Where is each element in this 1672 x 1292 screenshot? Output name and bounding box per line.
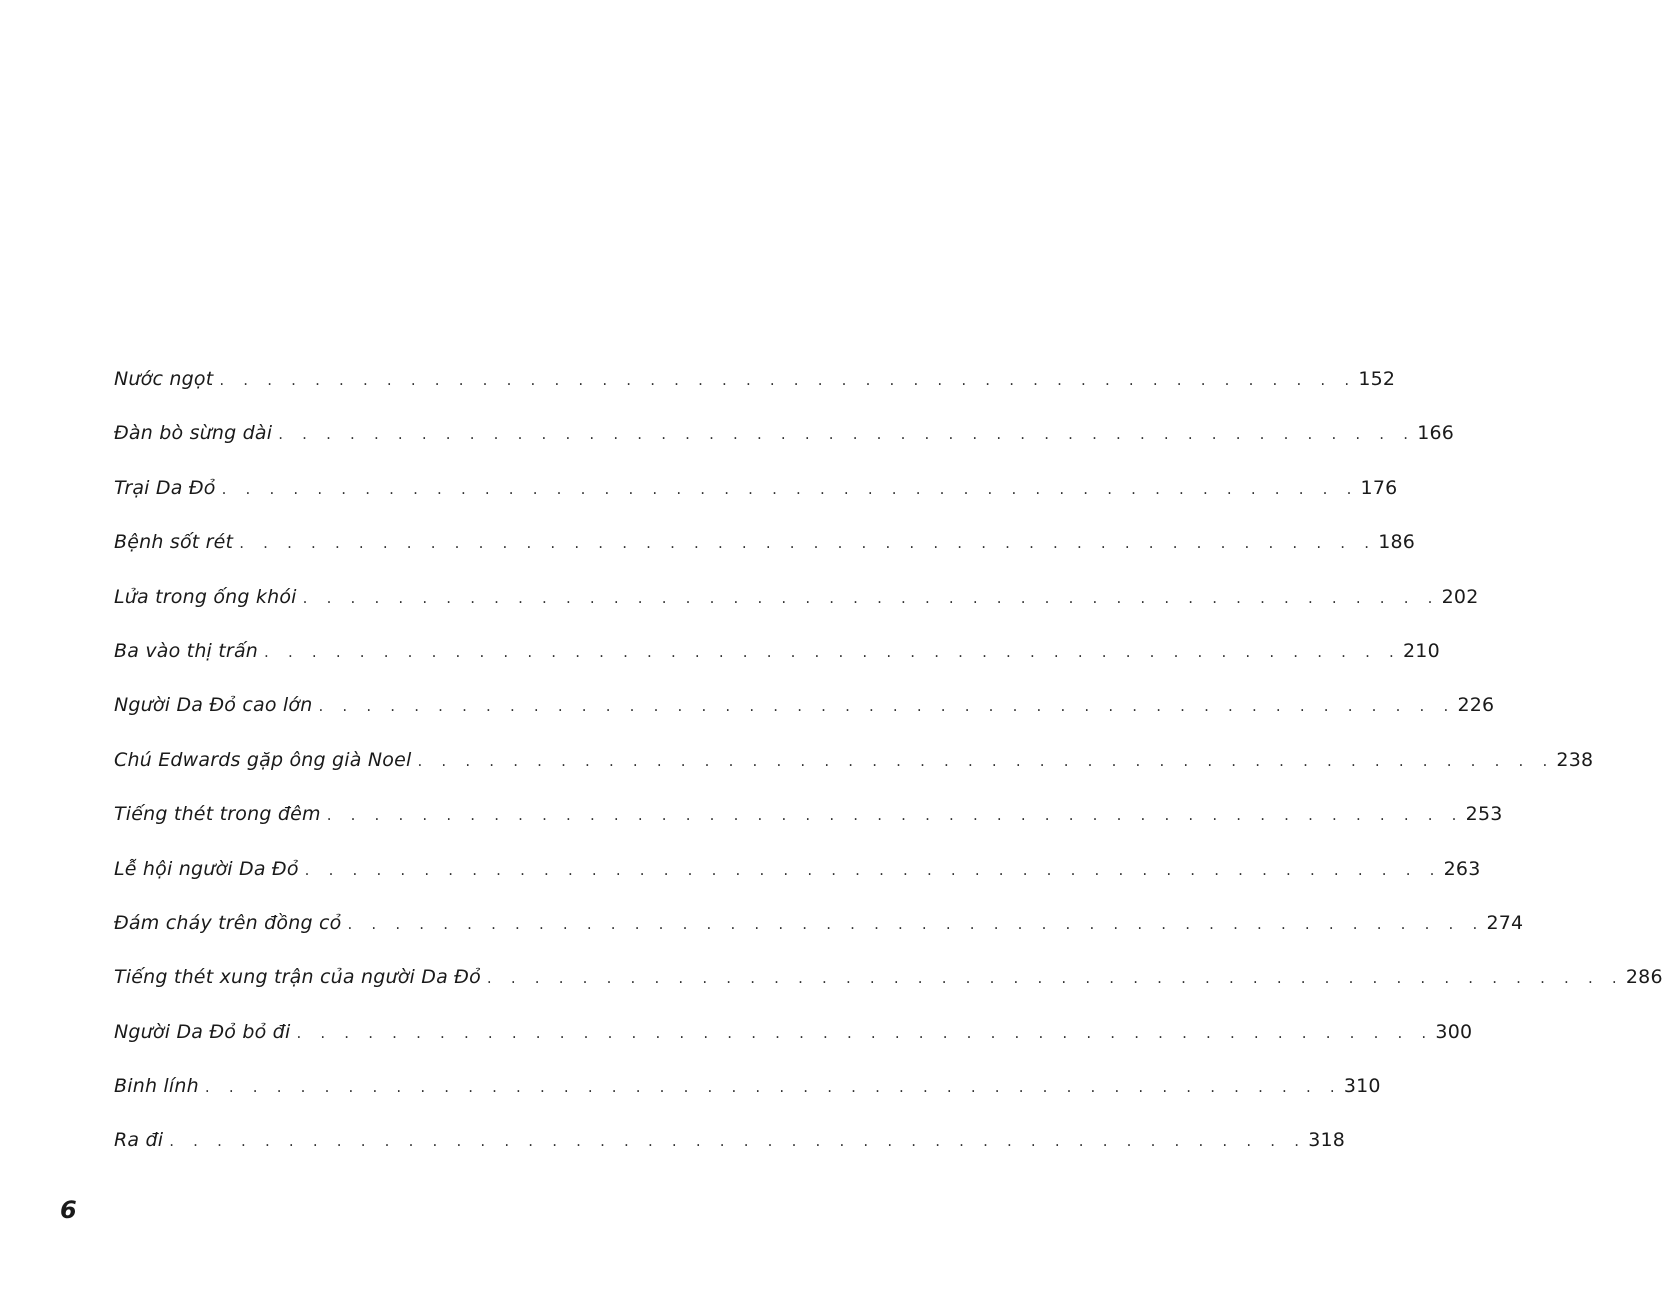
toc-entry: [114, 585, 1479, 640]
dot-leader: . . . . . . . . . . . . . . . . . . . . . . . . . . . . . . . . . . . . . . . . . . . . . . . .: [296, 1023, 1434, 1042]
dot-leader: . . . . . . . . . . . . . . . . . . . . . . . . . . . . . . . . . . . . . . . . . . . . . . . .: [221, 479, 1359, 498]
toc-entry: [114, 368, 1396, 422]
toc-entry: [114, 803, 1503, 857]
dot-leader: . . . . . . . . . . . . . . . . . . . . . . . . . . . . . . . . . . . . . . . . . . . . . . . .: [204, 1078, 1342, 1097]
toc-entry-title: Đàn bò sừng dài: [114, 422, 273, 445]
toc-entry-page: 210: [1403, 639, 1440, 662]
toc-entry-page: 274: [1486, 911, 1524, 934]
toc-entry-page: 263: [1443, 857, 1481, 880]
table-of-contents: [114, 368, 1663, 1184]
toc-entry-page: 318: [1308, 1129, 1346, 1152]
toc-entry-page: 253: [1465, 803, 1503, 826]
dot-leader: . . . . . . . . . . . . . . . . . . . . . . . . . . . . . . . . . . . . . . . . . . . . . . . .: [318, 697, 1456, 716]
toc-entry-title: Người Da Đỏ bỏ đi: [114, 1020, 291, 1043]
page-number: 6: [60, 1196, 77, 1224]
dot-leader: . . . . . . . . . . . . . . . . . . . . . . . . . . . . . . . . . . . . . . . . . . . . . . . .: [278, 425, 1416, 444]
toc-entry-page: 186: [1378, 531, 1416, 554]
toc-entry: [114, 857, 1481, 912]
dot-leader: . . . . . . . . . . . . . . . . . . . . . . . . . . . . . . . . . . . . . . . . . . . . . . . .: [219, 371, 1357, 389]
toc-entry-page: 202: [1441, 585, 1479, 608]
toc-entry: [114, 911, 1524, 966]
toc-entry: [114, 748, 1594, 803]
toc-entry: [114, 1129, 1346, 1183]
toc-entry-page: 300: [1435, 1020, 1473, 1043]
toc-entry-page: 310: [1343, 1075, 1381, 1098]
toc-entry-title: Ra đi: [114, 1129, 164, 1152]
toc-entry-title: Binh lính: [114, 1075, 199, 1098]
toc-entry-title: Tiếng thét trong đêm: [114, 803, 321, 826]
toc-entry: [114, 1020, 1473, 1075]
toc-entry: [114, 694, 1495, 748]
toc-entry: [114, 476, 1398, 531]
toc-entry-title: Nước ngọt: [114, 368, 214, 390]
toc-entry-page: 166: [1417, 422, 1455, 445]
toc-entry-title: Bệnh sốt rét: [114, 531, 234, 554]
toc-entry-page: 176: [1360, 476, 1398, 499]
toc-entry-title: Người Da Đỏ cao lớn: [114, 694, 313, 717]
dot-leader: . . . . . . . . . . . . . . . . . . . . . . . . . . . . . . . . . . . . . . . . . . . . . . . .: [326, 806, 1464, 825]
toc-entry-title: Trại Da Đỏ: [114, 476, 216, 499]
toc-entry-title: Đám cháy trên đồng cỏ: [114, 911, 342, 934]
toc-entry: [114, 639, 1440, 694]
dot-leader: . . . . . . . . . . . . . . . . . . . . . . . . . . . . . . . . . . . . . . . . . . . . . . . .: [239, 534, 1377, 553]
toc-entry-page: 238: [1556, 748, 1594, 771]
dot-leader: . . . . . . . . . . . . . . . . . . . . . . . . . . . . . . . . . . . . . . . . . . . . . . . .: [347, 914, 1485, 933]
toc-entry: [114, 531, 1416, 585]
dot-leader: . . . . . . . . . . . . . . . . . . . . . . . . . . . . . . . . . . . . . . . . . . . . . . . .: [264, 642, 1401, 661]
toc-entry-title: Lễ hội người Da Đỏ: [114, 857, 299, 880]
dot-leader: . . . . . . . . . . . . . . . . . . . . . . . . . . . . . . . . . . . . . . . . . . . . . . . .: [169, 1132, 1307, 1151]
dot-leader: . . . . . . . . . . . . . . . . . . . . . . . . . . . . . . . . . . . . . . . . . . . . . . . .: [417, 751, 1555, 770]
toc-entry-title: Ba vào thị trấn: [114, 639, 259, 662]
toc-entry-page: 152: [1358, 368, 1396, 390]
toc-entry: [114, 1075, 1381, 1129]
dot-leader: . . . . . . . . . . . . . . . . . . . . . . . . . . . . . . . . . . . . . . . . . . . . . . . .: [302, 588, 1440, 607]
toc-entry: [114, 966, 1663, 1020]
toc-entry-title: Tiếng thét xung trận của người Da Đỏ: [114, 966, 481, 989]
toc-entry-title: Lửa trong ống khói: [114, 585, 297, 608]
toc-entry-title: Chú Edwards gặp ông già Noel: [114, 748, 412, 771]
dot-leader: . . . . . . . . . . . . . . . . . . . . . . . . . . . . . . . . . . . . . . . . . . . . . . . .: [486, 969, 1624, 988]
dot-leader: . . . . . . . . . . . . . . . . . . . . . . . . . . . . . . . . . . . . . . . . . . . . . . . .: [304, 860, 1442, 879]
toc-entry-page: 226: [1457, 694, 1495, 717]
toc-entry-page: 286: [1625, 966, 1663, 989]
toc-entry: [114, 422, 1455, 476]
